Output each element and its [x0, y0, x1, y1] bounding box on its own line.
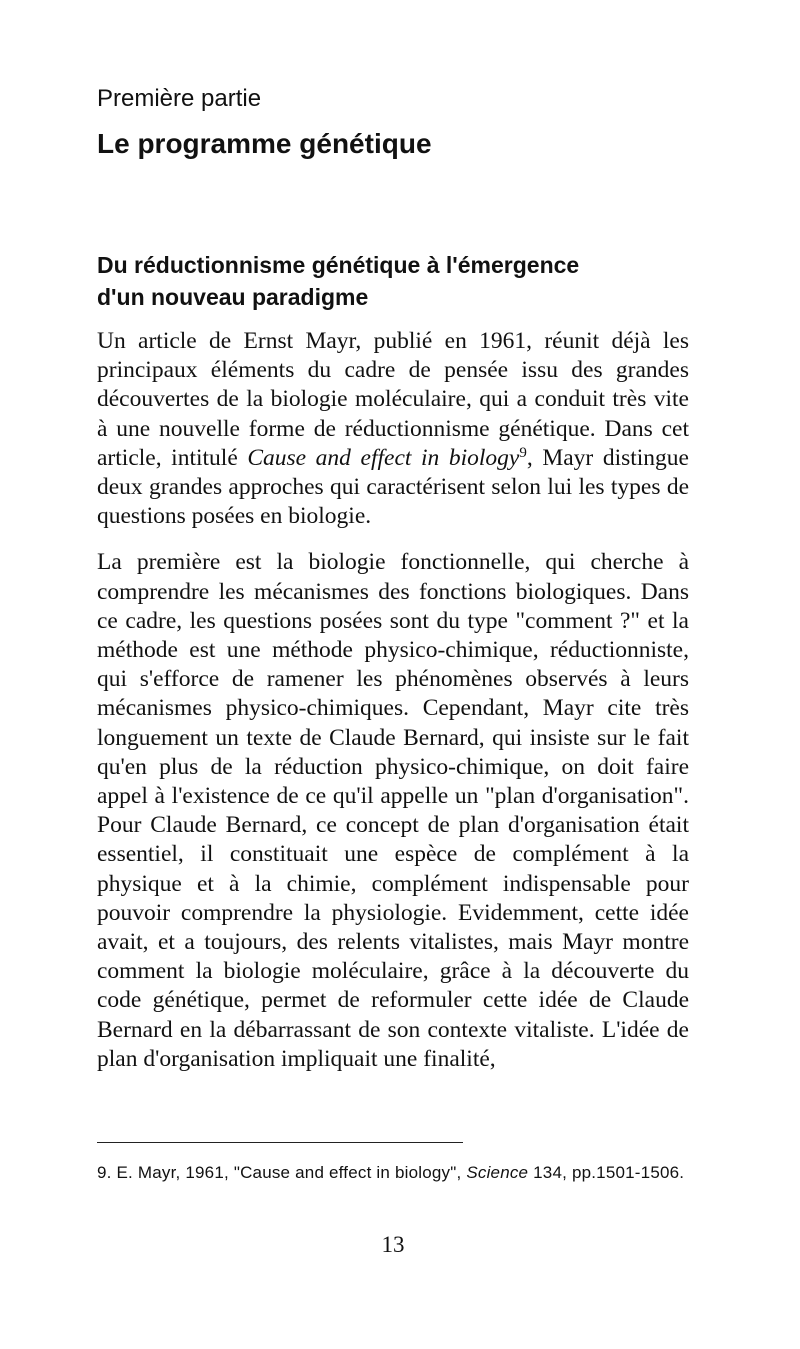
paragraph-2: La première est la biologie fonctionnelle, qui cherche à comprendre les mécanismes des fonctions biologiques. Dans ce cadre, les questions posées sont du type "comment ?" et la méthode est une méthode physico-chimique, réductionniste, qui s'efforce de ramener les phénomènes observés à leurs mécanismes physico-chimiques. Cependant, Mayr cite très longuement un texte de Claude Bernard, qui insiste sur le fait qu'en plus de la réduction physico-chimique, on doit faire appel à l'existence de ce qu'il appelle un "plan d'organisation". Pour Claude Bernard, ce concept de plan d'organisation était essentiel, il constituait une espèce de complément à la physique et à la chimie, complément indispensable pour pouvoir comprendre la physiologie. Evidemment, cette idée avait, et a toujours, des relents vitalistes, mais Mayr montre comment la biologie moléculaire, grâce à la découverte du code génétique, permet de reformuler cette idée de Claude Bernard en la débarrassant de son contexte vitaliste. L'idée de plan d'organisation impliquait une finalité, [97, 549, 689, 1072]
footnote [97, 1160, 689, 1186]
page-number: 13 [381, 1232, 405, 1257]
footnote-pages: 134, pp.1501-1506. [528, 1163, 685, 1182]
part-label: Première partie [97, 85, 262, 112]
section-heading [97, 249, 697, 313]
paragraph-1-rest: , Mayr distingue deux grandes approches qui caractérisent selon lui les types de questions posées en biologie. [97, 444, 689, 530]
section-heading-line-1: Du réductionnisme génétique à l'émergence [97, 252, 580, 278]
section-heading-line-2: d'un nouveau paradigme [97, 284, 369, 310]
paragraph-1-intro: Un article de Ernst Mayr, publié en 1961, réunit déjà les principaux éléments du cadre de pensée issu des grandes découvertes de la biologie moléculaire, qui a conduit très vite à une nouvelle forme de réductionnisme génétique. Dans cet article, intitulé [97, 328, 689, 471]
part-title: Le programme génétique [97, 128, 432, 159]
article-title: Cause and effect in biology [247, 444, 520, 471]
footnote-citation: 9. E. Mayr, 1961, "Cause and effect in biology", [97, 1163, 467, 1182]
footnote-journal: Science [466, 1163, 529, 1182]
footnote-rule [97, 1142, 463, 1143]
footnote-reference: 9 [519, 444, 527, 461]
body-text [97, 327, 689, 1091]
paragraph-1 [97, 327, 689, 531]
